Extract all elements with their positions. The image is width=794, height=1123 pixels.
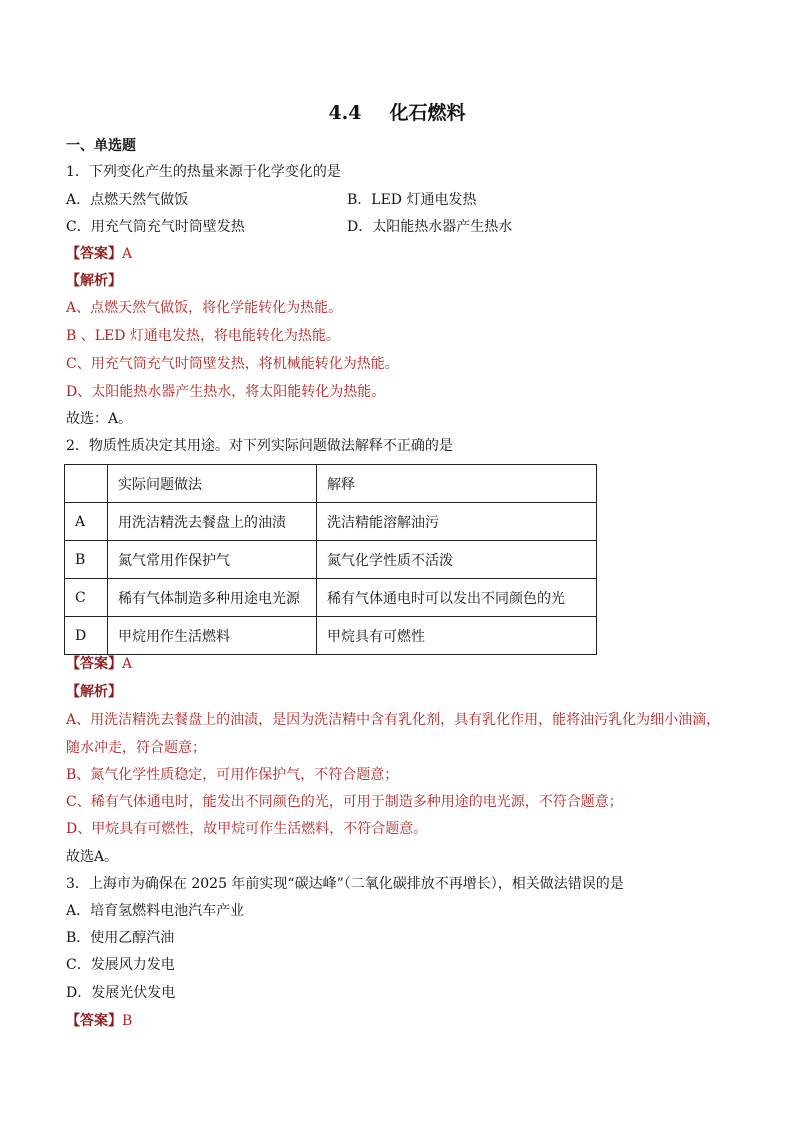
table-cell: A	[65, 503, 108, 541]
title-number: 4.4	[328, 102, 362, 124]
q1-analysis-line: C、用充气筒充气时筒壁发热，将机械能转化为热能。	[66, 356, 399, 372]
table-cell: 甲烷具有可燃性	[317, 617, 597, 655]
q2-analysis-label: 【解析】	[66, 684, 122, 700]
table-cell: B	[65, 541, 108, 579]
q2-analysis-line: C、稀有气体通电时，能发出不同颜色的光，可用于制造多种用途的电光源，不符合题意；	[66, 794, 623, 810]
q2-analysis-line: D、甲烷具有可燃性，故甲烷可作生活燃料，不符合题意。	[66, 821, 428, 837]
table-row	[65, 579, 597, 617]
table-cell: 氮气化学性质不活泼	[317, 541, 597, 579]
table-cell: 实际问题做法	[108, 465, 317, 503]
q1-analysis-line: D、太阳能热水器产生热水，将太阳能转化为热能。	[66, 384, 386, 400]
title-text: 化石燃料	[389, 102, 466, 124]
table-cell: D	[65, 617, 108, 655]
q2-answer-label: 【答案】	[66, 656, 122, 672]
q2-analysis-line: B、氮气化学性质稳定，可用作保护气，不符合题意；	[66, 767, 399, 783]
q2-conclusion: 故选A。	[66, 849, 119, 865]
q2-analysis-line: 随水冲走，符合题意；	[66, 740, 206, 756]
table-cell: 氮气常用作保护气	[108, 541, 317, 579]
q2-stem: 2．物质性质决定其用途。对下列实际问题做法解释不正确的是	[66, 438, 453, 454]
q1-option-a: A．点燃天然气做饭	[66, 192, 189, 208]
q2-table	[64, 464, 597, 655]
table-cell	[65, 465, 108, 503]
table-cell: 甲烷用作生活燃料	[108, 617, 317, 655]
q1-answer	[66, 245, 132, 263]
q3-answer-label: 【答案】	[66, 1013, 122, 1029]
q1-stem: 1．下列变化产生的热量来源于化学变化的是	[66, 164, 341, 180]
table-row	[65, 503, 597, 541]
table-cell: 稀有气体通电时可以发出不同颜色的光	[317, 579, 597, 617]
table-cell: C	[65, 579, 108, 617]
q1-answer-value: A	[122, 246, 133, 262]
q1-answer-label: 【答案】	[66, 246, 122, 262]
q1-option-c: C．用充气筒充气时筒壁发热	[66, 219, 245, 235]
table-cell: 用洗洁精洗去餐盘上的油渍	[108, 503, 317, 541]
q1-conclusion: 故选：A。	[66, 411, 133, 427]
q3-option-d: D．发展光伏发电	[66, 985, 176, 1001]
q3-option-b: B．使用乙醇汽油	[66, 930, 175, 946]
section-heading: 一、单选题	[66, 138, 136, 154]
q1-analysis-label: 【解析】	[66, 273, 122, 289]
q1-option-d: D．太阳能热水器产生热水	[347, 219, 513, 235]
table-cell: 稀有气体制造多种用途电光源	[108, 579, 317, 617]
table-row	[65, 617, 597, 655]
table-header-row	[65, 465, 597, 503]
q2-answer	[66, 655, 132, 673]
q1-analysis-line: A、点燃天然气做饭，将化学能转化为热能。	[66, 300, 343, 316]
q3-option-c: C．发展风力发电	[66, 957, 175, 973]
q3-option-a: A．培育氢燃料电池汽车产业	[66, 903, 245, 919]
table-cell: 解释	[317, 465, 597, 503]
q3-stem: 3．上海市为确保在 2025 年前实现“碳达峰”（二氧化碳排放不再增长），相关做法错误的是	[66, 876, 624, 892]
table-row	[65, 541, 597, 579]
page-title	[0, 98, 794, 125]
q1-analysis-line: B 、LED 灯通电发热，将电能转化为热能。	[66, 328, 340, 344]
table-cell: 洗洁精能溶解油污	[317, 503, 597, 541]
q3-answer-value: B	[122, 1013, 133, 1029]
q2-analysis-line: A、用洗洁精洗去餐盘上的油渍，是因为洗洁精中含有乳化剂，具有乳化作用，能将油污乳化为细小油滴，	[66, 712, 721, 728]
q3-answer	[66, 1012, 132, 1030]
q2-answer-value: A	[122, 656, 133, 672]
q1-option-b: B．LED 灯通电发热	[347, 192, 477, 208]
